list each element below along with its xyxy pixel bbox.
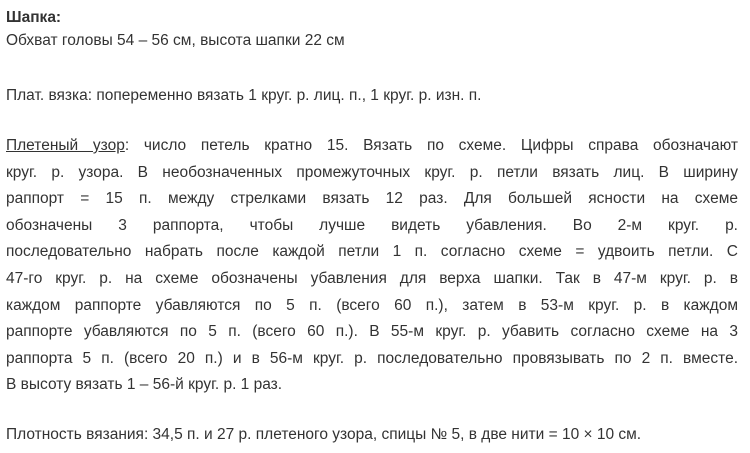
section-heading: Шапка:	[6, 9, 62, 26]
pattern-row-3: раппорт = 15 п. между стрелками вязать 12 раз. Для большей ясности на схеме	[6, 190, 738, 208]
pattern-row-1-text: : число петель кратно 15. Вязать по схеме. Цифры справа обозначают	[124, 137, 738, 154]
pattern-term: Плетеный узор	[6, 137, 125, 154]
pattern-row-6: 47-го круг. р. на схеме обозначены убавления для верха шапки. Так в 47-м круг. р. в	[6, 269, 738, 287]
pattern-row-5: последовательно набрать после каждой петли 1 п. согласно схеме = удвоить петли. С	[6, 243, 738, 261]
plat-knit-line: Плат. вязка: попеременно вязать 1 круг. р. лиц. п., 1 круг. р. изн. п.	[6, 86, 482, 104]
pattern-paragraph	[6, 133, 738, 399]
pattern-row-10: В высоту вязать 1 – 56-й круг. р. 1 раз.	[6, 376, 283, 394]
pattern-row-1	[6, 133, 738, 160]
size-line: Обхват головы 54 – 56 см, высота шапки 22 см	[6, 32, 345, 49]
pattern-row-9: раппорта 5 п. (всего 20 п.) и в 56-м круг. р. последовательно провязывать по 2 п. вместе.	[6, 349, 738, 367]
pattern-row-8: раппорте убавляются по 5 п. (всего 60 п.). В 55-м круг. р. убавить согласно схеме на 3	[6, 323, 738, 341]
pattern-row-4: обозначены 3 раппорта, чтобы лучше видеть убавления. Во 2-м круг. р.	[6, 216, 738, 234]
density-line: Плотность вязания: 34,5 п. и 27 р. плетеного узора, спицы № 5, в две нити = 10 × 10 см.	[6, 425, 642, 443]
pattern-row-7: каждом раппорте убавляются по 5 п. (всего 60 п.), затем в 53-м круг. р. в каждом	[6, 296, 738, 314]
pattern-row-2: круг. р. узора. В необозначенных промежуточных круг. р. петли вязать лиц. В ширину	[6, 163, 738, 181]
